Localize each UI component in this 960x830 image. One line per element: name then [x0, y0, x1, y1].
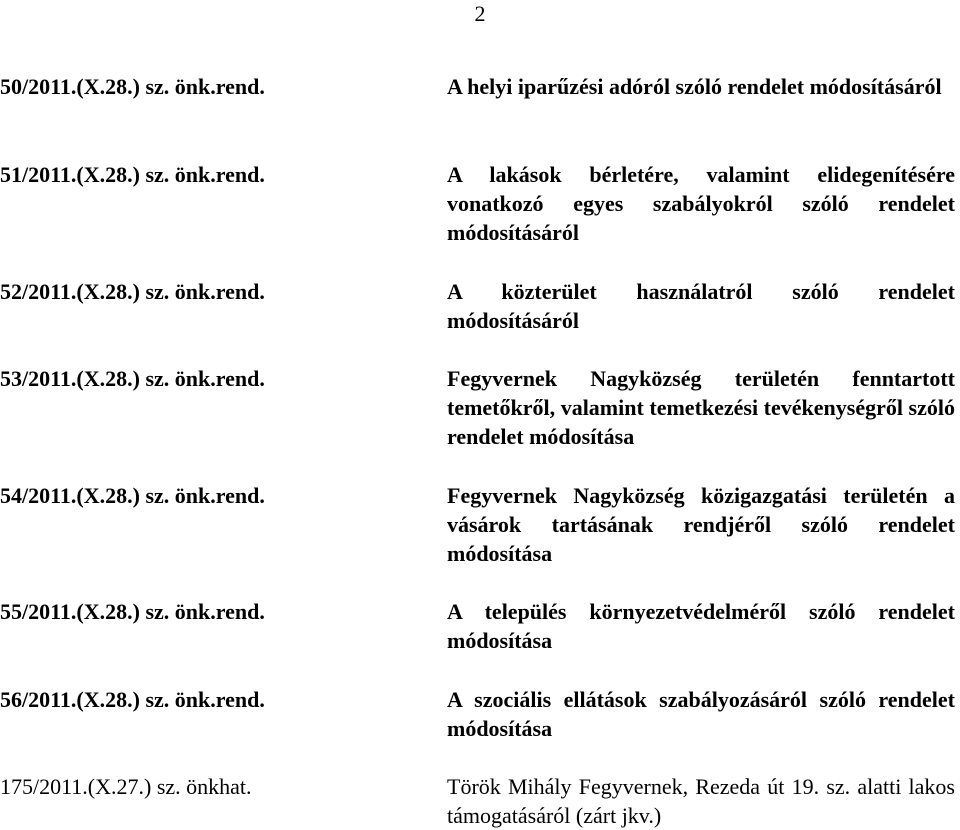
regulation-title: Fegyvernek Nagyközség területén fenntartott temetőkről, valamint temetkezési tevékenységről szóló rendelet módosítása	[447, 366, 955, 449]
regulation-reference: 50/2011.(X.28.) sz. önk.rend.	[0, 74, 265, 99]
resolution-reference: 175/2011.(X.27.) sz. önkhat.	[0, 774, 252, 799]
regulation-reference: 55/2011.(X.28.) sz. önk.rend.	[0, 599, 265, 624]
regulation-title: A szociális ellátások szabályozásáról szóló rendelet módosítása	[447, 687, 955, 741]
page-number: 2	[474, 1, 486, 26]
regulation-reference: 51/2011.(X.28.) sz. önk.rend.	[0, 162, 265, 187]
regulation-title: Fegyvernek Nagyközség közigazgatási területén a vásárok tartásának rendjéről szóló rendelet módosítása	[447, 483, 955, 566]
regulation-title: A helyi iparűzési adóról szóló rendelet módosításáról	[447, 74, 942, 99]
regulation-reference: 56/2011.(X.28.) sz. önk.rend.	[0, 687, 265, 712]
regulation-title: A lakások bérletére, valamint elidegenítésére vonatkozó egyes szabályokról szóló rendelet módosításáról	[447, 162, 955, 245]
regulation-reference: 54/2011.(X.28.) sz. önk.rend.	[0, 483, 265, 508]
regulation-title: A település környezetvédelméről szóló rendelet módosítása	[447, 599, 955, 653]
regulation-reference: 52/2011.(X.28.) sz. önk.rend.	[0, 279, 265, 304]
regulation-reference: 53/2011.(X.28.) sz. önk.rend.	[0, 366, 265, 391]
resolution-title: Török Mihály Fegyvernek, Rezeda út 19. sz. alatti lakos támogatásáról (zárt jkv.)	[447, 774, 955, 828]
regulation-title: A közterület használatról szóló rendelet módosításáról	[447, 279, 955, 333]
